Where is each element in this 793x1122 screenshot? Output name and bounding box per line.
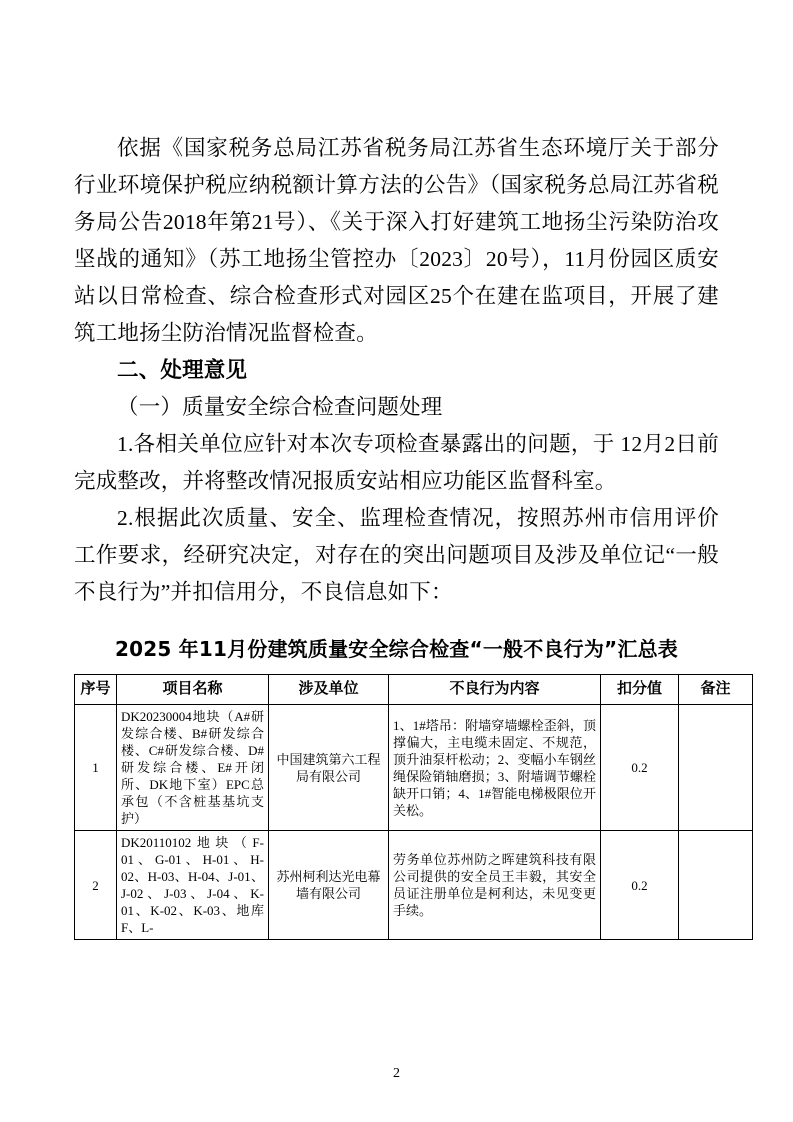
cell-remark xyxy=(679,831,753,940)
page-number: 2 xyxy=(393,1066,400,1081)
table-header-unit: 涉及单位 xyxy=(269,675,389,705)
cell-content: 1、1#塔吊：附墙穿墙螺栓歪斜，顶撑偏大，主电缆未固定、不规范，顶升油泵杆松动；2、变幅小车钢丝绳保险销轴磨损；3、附墙调节螺栓缺开口销；4、1#智能电梯极限位开关松。 xyxy=(389,705,601,831)
table-title: 2025 年11月份建筑质量安全综合检查“一般不良行为”汇总表 xyxy=(115,637,678,661)
cell-content: 劳务单位苏州防之晖建筑科技有限公司提供的安全员王丰毅，其安全员证注册单位是柯利达，未见变更手续。 xyxy=(389,831,601,940)
body-paragraph-1: 依据《国家税务总局江苏省税务局江苏省生态环境厅关于部分行业环境保护税应纳税额计算方法的公告》（国家税务总局江苏省税务局公告2018年第21号）、《关于深入打好建筑工地扬尘污染防治攻坚战的通知》（苏工地扬尘管控办〔2023〕20号），11月份园区质安站以日常检查、综合检查形式对园区25个在建在监项目，开展了建筑工地扬尘防治情况监督检查。 xyxy=(74,136,719,345)
table-header-project: 项目名称 xyxy=(117,675,269,705)
table-header-index: 序号 xyxy=(75,675,117,705)
list-item-1: 1.各相关单位应针对本次专项检查暴露出的问题，于 12月2日前完成整改，并将整改情况报质安站相应功能区监督科室。 xyxy=(74,432,719,493)
cell-project: DK20110102地块（F-01、G-01、H-01、H-02、H-03、H-04、J-01、J-02、J-03、J-04、K-01、K-02、K-03、地库F、L- xyxy=(117,831,269,940)
table-header-remark: 备注 xyxy=(679,675,753,705)
table-header-row xyxy=(75,675,753,705)
cell-remark xyxy=(679,705,753,831)
bad-behavior-table xyxy=(74,674,753,940)
table-row xyxy=(75,705,753,831)
section-subheading: （一）质量安全综合检查问题处理 xyxy=(117,395,443,419)
cell-score: 0.2 xyxy=(601,831,679,940)
cell-index: 1 xyxy=(75,705,117,831)
cell-score: 0.2 xyxy=(601,705,679,831)
cell-project: DK20230004地块（A#研发综合楼、B#研发综合楼、C#研发综合楼、D#研发综合楼、E#开闭所、DK地下室）EPC总承包（不含桩基基坑支护） xyxy=(117,705,269,831)
list-item-2: 2.根据此次质量、安全、监理检查情况，按照苏州市信用评价工作要求，经研究决定，对存在的突出问题项目及涉及单位记“一般不良行为”并扣信用分，不良信息如下： xyxy=(74,506,719,604)
cell-unit: 苏州柯利达光电幕墙有限公司 xyxy=(269,831,389,940)
table-header-score: 扣分值 xyxy=(601,675,679,705)
section-heading: 二、处理意见 xyxy=(117,358,248,383)
table-header-content: 不良行为内容 xyxy=(389,675,601,705)
cell-index: 2 xyxy=(75,831,117,940)
cell-unit: 中国建筑第六工程局有限公司 xyxy=(269,705,389,831)
table-row xyxy=(75,831,753,940)
